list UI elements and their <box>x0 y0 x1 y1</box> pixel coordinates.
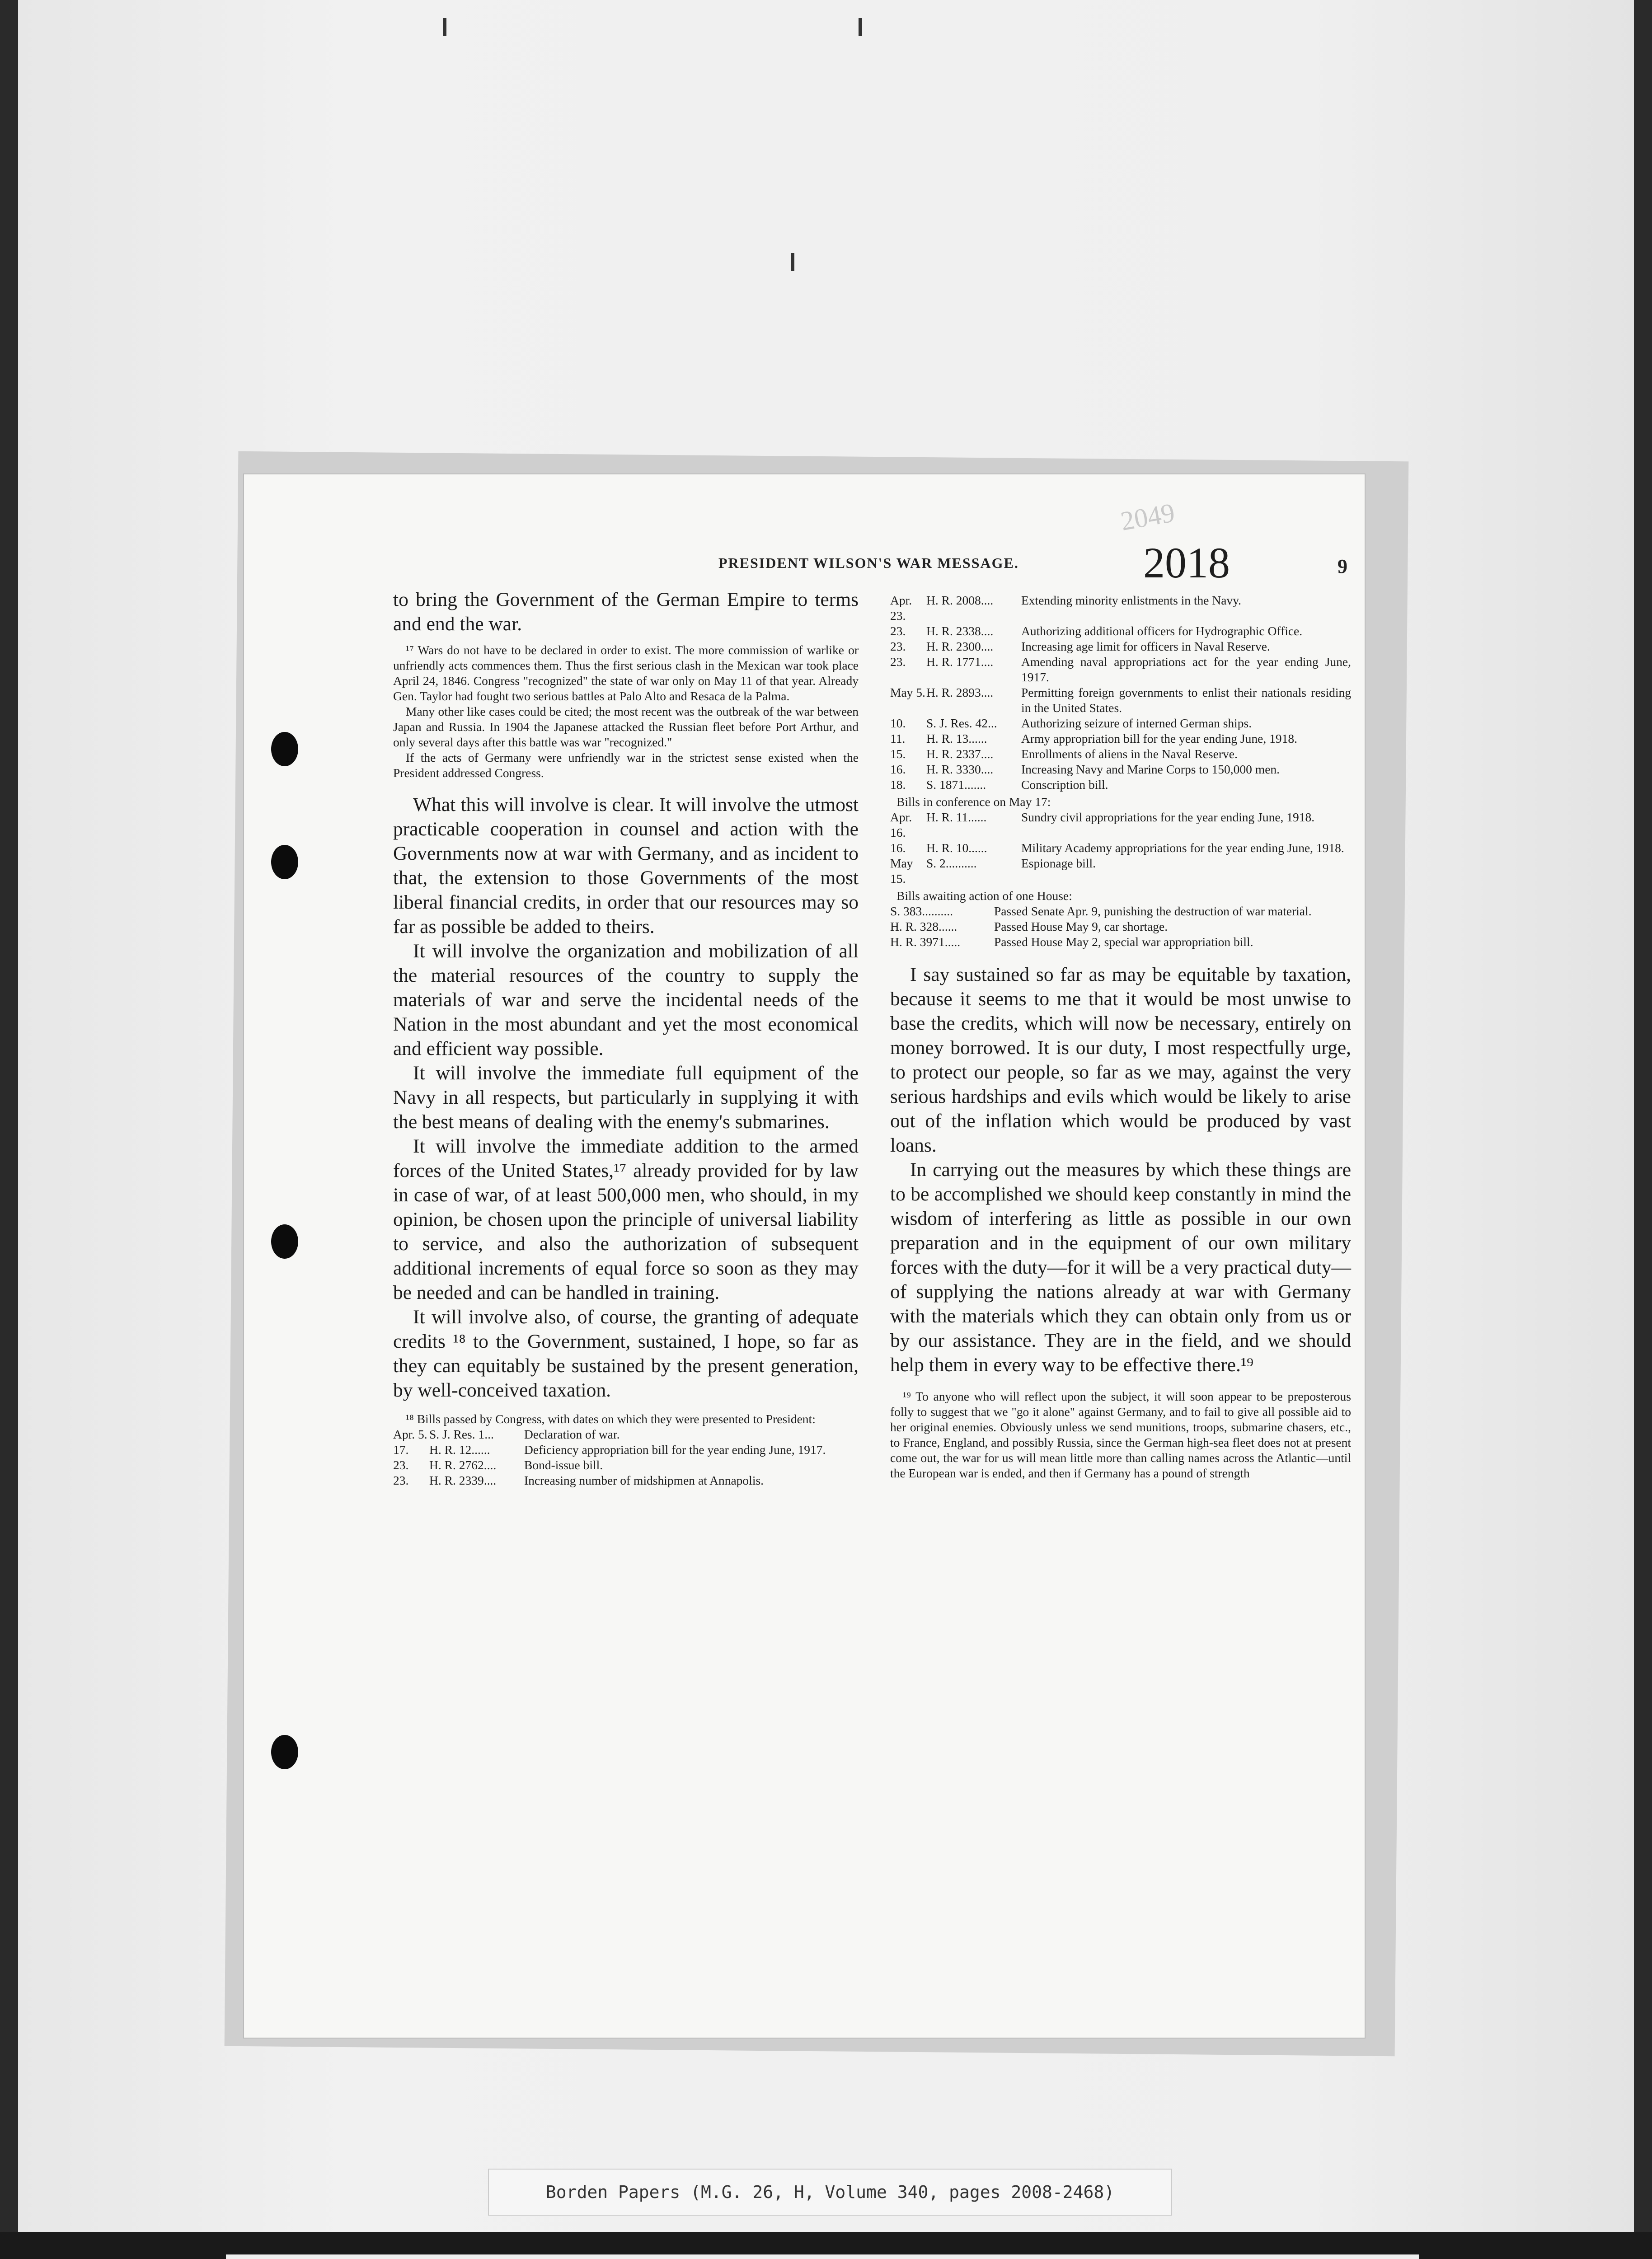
punch-hole <box>271 1224 298 1259</box>
footnote-17 <box>393 642 859 781</box>
frame-mark <box>443 18 446 36</box>
bill-entry: 23. H. R. 2762.... Bond-issue bill. <box>393 1458 603 1472</box>
bill-entry: 23. H. R. 1771.... Amending naval appropriations act for the year ending June, 1917. <box>890 655 1351 684</box>
film-edge-left <box>0 0 18 2232</box>
awaiting-heading: Bills awaiting action of one House: <box>896 889 1072 903</box>
punch-hole <box>271 845 298 879</box>
bill-list <box>890 593 1351 792</box>
footnote-paragraph: ¹⁷ Wars do not have to be declared in order to exist. The more commission of warlike or unfriendly acts commences them. Thus the first serious clash in the Mexican war took place April 24, 1846. Congress "recognized" the state of war only on May 11 of that year. Already Gen. Taylor had fought two serious battles at Palo Alto and Resaca de la Palma. <box>393 643 859 703</box>
bill-entry: 23. H. R. 2338.... Authorizing additional officers for Hydrographic Office. <box>890 624 1303 638</box>
footnote-18-intro: ¹⁸ Bills passed by Congress, with dates on which they were presented to President: <box>406 1412 816 1426</box>
awaiting-bill-list <box>890 904 1351 950</box>
bill-entry: May 15. S. 2.......... Espionage bill. <box>890 856 1096 886</box>
page-stamp: 2018 <box>1143 539 1230 587</box>
film-edge-right <box>1634 0 1652 2232</box>
bill-entry: May 5. H. R. 2893.... Permitting foreign governments to enlist their nationals residing in the United States. <box>890 685 1351 715</box>
right-column <box>890 593 1351 1481</box>
bill-entry: H. R. 328...... Passed House May 9, car shortage. <box>890 919 1168 933</box>
frame-mark <box>791 253 794 271</box>
footnote-19: ¹⁹ To anyone who will reflect upon the subject, it will soon appear to be preposterous folly to suggest that we "go it alone" against Germany, and to fail to give all possible aid to her original enemies. Obviously unless we send munitions, troops, submarine chasers, etc., to France, England, and possibly Russia, since the German high-sea fleet does not at present come out, the war for us will mean little more than calling names across the Atlantic—until the European war is ended, and then if Germany has a pound of strength <box>890 1389 1351 1480</box>
bill-entry: 10. S. J. Res. 42... Authorizing seizure of interned German ships. <box>890 716 1252 730</box>
intro-text: to bring the Government of the German Empire to terms and end the war. <box>393 589 859 635</box>
archive-card <box>226 2254 1419 2259</box>
bill-entry: Apr. 16. H. R. 11...... Sundry civil appropriations for the year ending June, 1918. <box>890 810 1315 839</box>
bill-entry: S. 383.......... Passed Senate Apr. 9, punishing the destruction of war material. <box>890 904 1312 918</box>
collection-label: Borden Papers (M.G. 26, H, Volume 340, pages 2008-2468) <box>488 2169 1172 2216</box>
body-paragraph: It will involve also, of course, the granting of adequate credits ¹⁸ to the Government, sustained, I hope, so far as they can equitably be sustained by the present generation, by well-conceived taxation. <box>393 1306 859 1401</box>
document-page <box>244 474 1365 2038</box>
running-head: PRESIDENT WILSON'S WAR MESSAGE. <box>718 555 1019 571</box>
bill-entry: Apr. 5. S. J. Res. 1... Declaration of war. <box>393 1427 620 1441</box>
footnote-paragraph: Many other like cases could be cited; the most recent was the outbreak of the war between Japan and Russia. In 1904 the Japanese attacked the Russian fleet before Port Arthur, and only several days after this battle was war "recognized." <box>393 704 859 749</box>
page-number: 9 <box>1338 555 1347 577</box>
bill-entry: 18. S. 1871....... Conscription bill. <box>890 778 1108 792</box>
bill-entry: 23. H. R. 2339.... Increasing number of midshipmen at Annapolis. <box>393 1473 764 1487</box>
punch-hole <box>271 1735 298 1769</box>
bill-list <box>393 1427 859 1488</box>
body-paragraph: What this will involve is clear. It will involve the utmost practicable cooperation in counsel and action with the Governments now at war with Germany, and as incident to that, the extension to those Governments of the most liberal financial credits, in order that our resources may so far as possible be added to theirs. <box>393 794 859 937</box>
punch-hole <box>271 732 298 766</box>
left-column <box>393 587 859 1488</box>
bill-entry: 23. H. R. 2300.... Increasing age limit for officers in Naval Reserve. <box>890 639 1270 653</box>
bill-entry: 15. H. R. 2337.... Enrollments of aliens in the Naval Reserve. <box>890 747 1238 761</box>
faint-mark: 2049 <box>1118 497 1177 536</box>
conference-bill-list <box>890 810 1351 886</box>
body-paragraph: I say sustained so far as may be equitable by taxation, because it seems to me that it would be most unwise to base the credits, which will now be necessary, entirely on money borrowed. It is our duty, I most respectfully urge, to protect our people, so far as we may, against the very serious hardships and evils which would be likely to arise out of the inflation which would be produced by vast loans. <box>890 964 1351 1156</box>
body-paragraph: It will involve the immediate full equipment of the Navy in all respects, but particularly in supplying it with the best means of dealing with the enemy's submarines. <box>393 1062 859 1133</box>
conference-heading: Bills in conference on May 17: <box>896 795 1051 809</box>
frame-mark <box>859 18 862 36</box>
body-paragraph: It will involve the organization and mobilization of all the material resources of the country to supply the materials of war and serve the incidental needs of the Nation in the most abundant and yet the most economical and efficient way possible. <box>393 940 859 1059</box>
body-paragraph: It will involve the immediate addition to the armed forces of the United States,¹⁷ already provided for by law in case of war, of at least 500,000 men, who should, in my opinion, be chosen upon the principle of universal liability to service, and also the authorization of subsequent additional increments of equal force so soon as they may be needed and can be handled in training. <box>393 1135 859 1303</box>
bill-entry: 17. H. R. 12...... Deficiency appropriation bill for the year ending June, 1917. <box>393 1443 826 1457</box>
bill-entry: 11. H. R. 13...... Army appropriation bill for the year ending June, 1918. <box>890 731 1297 745</box>
body-paragraph: In carrying out the measures by which these things are to be accomplished we should keep constantly in mind the wisdom of interfering as little as possible in our own preparation and in the equipment of our own military forces with the duty—for it will be a very practical duty—of supplying the nations already at war with Germany with the materials which they can obtain only from us or by our assistance. They are in the field, and we should help them in every way to be effective there.¹⁹ <box>890 1159 1351 1376</box>
bill-entry: 16. H. R. 3330.... Increasing Navy and Marine Corps to 150,000 men. <box>890 762 1280 776</box>
bill-entry: Apr. 23. H. R. 2008.... Extending minority enlistments in the Navy. <box>890 593 1242 623</box>
bill-entry: 16. H. R. 10...... Military Academy appropriations for the year ending June, 1918. <box>890 841 1344 855</box>
footnote-paragraph: If the acts of Germany were unfriendly war in the strictest sense existed when the President addressed Congress. <box>393 750 859 780</box>
bill-entry: H. R. 3971..... Passed House May 2, special war appropriation bill. <box>890 935 1253 949</box>
